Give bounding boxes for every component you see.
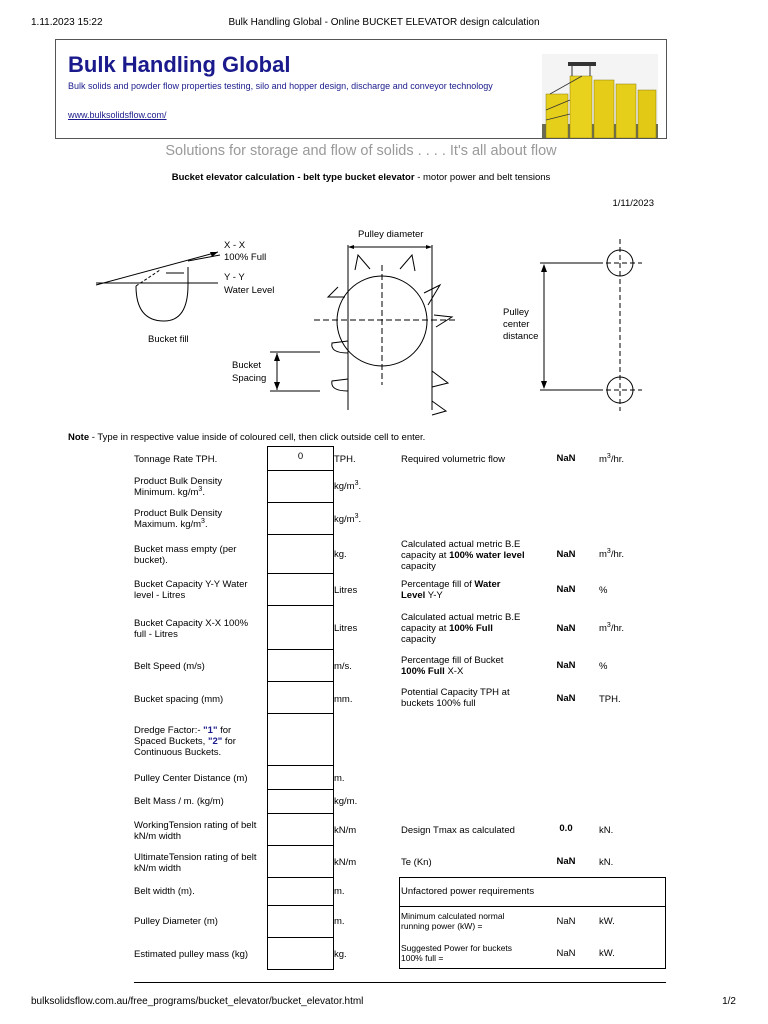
value-potential-capacity: NaN (556, 693, 576, 704)
value-volumetric-flow: NaN (556, 453, 576, 464)
label-ultimate-tension: UltimateTension rating of belt kN/m width (134, 852, 257, 874)
belt-speed-input[interactable] (267, 649, 334, 682)
calc-date: 1/11/2023 (612, 198, 654, 209)
label-potential-capacity: Potential Capacity TPH at buckets 100% full (401, 687, 510, 709)
unit-cap-yy: Litres (334, 585, 358, 596)
label-capacity-full: Calculated actual metric B.E capacity at 100% Full capacity (401, 612, 521, 645)
label-100-full: 100% Full (224, 252, 267, 263)
label-cap-yy: Bucket Capacity Y-Y Water level - Litres (134, 579, 248, 601)
label-bucket-spacing: Bucket spacing (mm) (134, 694, 224, 705)
ultimate-tension-input[interactable] (267, 845, 334, 878)
belt-width-input[interactable] (267, 877, 334, 906)
site-link[interactable]: www.bulksolidsflow.com/ (68, 110, 167, 120)
slogan: Solutions for storage and flow of solids . . . . It's all about flow (165, 143, 557, 159)
density-max-input[interactable] (267, 502, 334, 535)
density-min-input[interactable] (267, 470, 334, 503)
unit-fill-full: % (599, 661, 608, 672)
label-volumetric-flow: Required volumetric flow (401, 454, 506, 465)
bucket-spacing-input[interactable] (267, 681, 334, 714)
unit-belt-mass: kg/m. (334, 796, 358, 807)
dredge-factor-input[interactable] (267, 713, 334, 766)
label-center-distance: Pulley Center Distance (m) (134, 773, 248, 784)
unit-ultimate-tension: kN/m (334, 857, 357, 868)
value-min-power: NaN (556, 916, 576, 927)
label-power-header: Unfactored power requirements (401, 886, 535, 897)
brand-tagline: Bulk solids and powder flow properties testing, silo and hopper design, discharge and conveyor technology (68, 81, 493, 91)
bucket-elevator-diagram (0, 215, 768, 430)
value-design-tmax: 0.0 (559, 823, 573, 834)
unit-volumetric-flow: $m^3/hr$. (599, 452, 625, 465)
label-yy: Y - Y (224, 272, 245, 283)
belt-mass-input[interactable] (267, 789, 334, 814)
unit-fill-water-level: % (599, 585, 608, 596)
calc-title: Bucket elevator calculation - belt type bucket elevator - motor power and belt tensions (171, 172, 551, 183)
label-cap-xx: Bucket Capacity X-X 100% full - Litres (134, 618, 249, 640)
print-datetime: 1.11.2023 15:22 (31, 17, 103, 28)
label-design-tmax: Design Tmax as calculated (401, 825, 515, 836)
center-distance-input[interactable] (267, 765, 334, 790)
unit-pulley-diameter: m. (334, 916, 345, 927)
unit-potential-capacity: TPH. (599, 694, 621, 705)
label-fill-full: Percentage fill of Bucket 100% Full X-X (401, 655, 504, 677)
print-page-title: Bulk Handling Global - Online BUCKET ELEVATOR design calculation (228, 17, 540, 28)
unit-bucket-mass: kg. (334, 549, 347, 560)
tonnage-input[interactable]: 0 (267, 446, 334, 471)
site-banner (55, 39, 667, 139)
silos-photo (542, 54, 658, 138)
unit-belt-width: m. (334, 886, 345, 897)
label-density-min: Product Bulk Density Minimum. $kg/m^3$. (134, 476, 223, 498)
unit-density-max: $kg/m^3$. (334, 512, 362, 525)
footer-page-number: 1/2 (722, 996, 736, 1007)
label-distance: distance (503, 331, 539, 342)
label-belt-speed: Belt Speed (m/s) (134, 661, 205, 672)
cap-xx-input[interactable] (267, 605, 334, 650)
unit-capacity-full: $m^3/hr$. (599, 621, 625, 634)
label-capacity-water-level: Calculated actual metric B.E capacity at 100% water level capacity (401, 539, 525, 572)
value-te: NaN (556, 856, 576, 867)
footer-url: bulksolidsflow.com.au/free_programs/bucket_elevator/bucket_elevator.html (31, 996, 364, 1007)
working-tension-input[interactable] (267, 813, 334, 846)
label-xx: X - X (224, 240, 246, 251)
cap-yy-input[interactable] (267, 573, 334, 606)
label-pulley-diameter: Pulley Diameter (m) (134, 916, 218, 927)
label-pulley-diameter: Pulley diameter (358, 229, 424, 240)
label-pulley-mass: Estimated pulley mass (kg) (134, 949, 249, 960)
value-fill-full: NaN (556, 660, 576, 671)
unit-te: kN. (599, 857, 614, 868)
unit-belt-speed: m/s. (334, 661, 352, 672)
label-spacing: Spacing (232, 373, 267, 384)
unit-suggested-power: kW. (599, 948, 615, 959)
label-bucket-mass: Bucket mass empty (per bucket). (134, 544, 237, 566)
label-belt-width: Belt width (m). (134, 886, 195, 897)
value-fill-water-level: NaN (556, 584, 576, 595)
label-bucket-fill: Bucket fill (148, 334, 189, 345)
bottom-divider (134, 982, 666, 983)
unit-pulley-mass: kg. (334, 949, 347, 960)
label-water-level: Water Level (224, 285, 275, 296)
label-dredge-factor: Dredge Factor:- "1" for Spaced Buckets, "2" for Continuous Buckets. (134, 725, 236, 758)
label-belt-mass: Belt Mass / m. (kg/m) (134, 796, 224, 807)
unit-min-power: kW. (599, 916, 615, 927)
label-bucket: Bucket (232, 360, 262, 371)
label-fill-water-level: Percentage fill of Water Level Y-Y (401, 579, 501, 601)
value-capacity-full: NaN (556, 623, 576, 634)
label-suggested-power: Suggested Power for buckets 100% full = (401, 943, 513, 963)
brand-title: Bulk Handling Global (68, 52, 291, 77)
value-capacity-water-level: NaN (556, 549, 576, 560)
value-suggested-power: NaN (556, 948, 576, 959)
pulley-diameter-input[interactable] (267, 905, 334, 938)
label-te: Te (Kn) (401, 857, 432, 868)
label-density-max: Product Bulk Density Maximum. $kg/m^3$. (134, 508, 223, 530)
label-center: center (503, 319, 530, 330)
pulley-mass-input[interactable] (267, 937, 334, 970)
label-working-tension: WorkingTension rating of belt kN/m width (134, 820, 257, 842)
unit-capacity-water-level: $m^3/hr$. (599, 547, 625, 560)
unit-tonnage: TPH. (334, 454, 356, 465)
bucket-mass-input[interactable] (267, 534, 334, 574)
unit-density-min: $kg/m^3$. (334, 479, 362, 492)
unit-working-tension: kN/m (334, 825, 357, 836)
label-tonnage: Tonnage Rate TPH. (134, 454, 218, 465)
instruction-note: Note - Type in respective value inside of coloured cell, then click outside cell to enter. (68, 432, 426, 443)
unit-bucket-spacing: mm. (334, 694, 353, 705)
label-pulley: Pulley (503, 307, 529, 318)
unit-center-distance: m. (334, 773, 345, 784)
unit-cap-xx: Litres (334, 623, 358, 634)
label-min-power: Minimum calculated normal running power (kW) = (401, 911, 505, 931)
unit-design-tmax: kN. (599, 825, 614, 836)
